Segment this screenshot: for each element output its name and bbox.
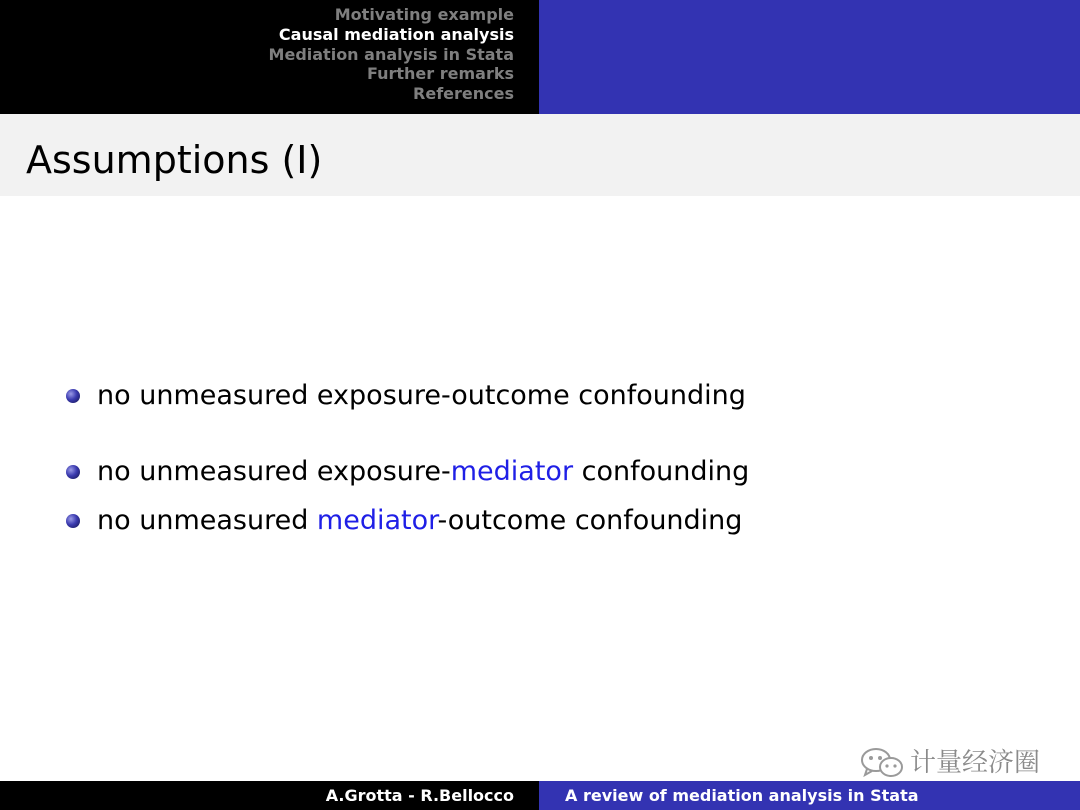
- wechat-icon: [860, 748, 904, 778]
- bullet-text: [97, 505, 742, 537]
- bullet-icon: [66, 389, 80, 403]
- nav-item-further-remarks[interactable]: Further remarks: [366, 64, 514, 84]
- bullet-list: [66, 0, 966, 600]
- bullet-text: [97, 380, 746, 412]
- bullet-text-part: no unmeasured: [97, 505, 317, 536]
- bullet-text-part: confounding: [573, 456, 750, 487]
- footer-bar: [0, 781, 1080, 810]
- footer-authors: A.Grotta - R.Bellocco: [0, 781, 539, 810]
- bullet-text: [97, 456, 749, 488]
- nav-item-causal-mediation-analysis[interactable]: Causal mediation analysis: [278, 24, 514, 44]
- nav-item-references[interactable]: References: [413, 84, 514, 104]
- bullet-text-part: no unmeasured exposure-outcome confounding: [97, 380, 746, 411]
- bullet-text-part: -outcome confounding: [437, 505, 743, 536]
- highlighted-term: mediator: [316, 505, 438, 536]
- bullet-icon: [66, 514, 80, 528]
- bullet-icon: [66, 465, 80, 479]
- slide-title: Assumptions (I): [26, 138, 323, 182]
- highlighted-term: mediator: [450, 456, 574, 487]
- nav-item-mediation-analysis-in-stata[interactable]: Mediation analysis in Stata: [268, 44, 514, 64]
- nav-item-motivating-example[interactable]: Motivating example: [334, 5, 514, 24]
- bullet-text-part: no unmeasured exposure-: [97, 456, 451, 487]
- footer-talk-title: A review of mediation analysis in Stata: [539, 781, 1080, 810]
- watermark-text: 计量经济圈: [910, 748, 1041, 778]
